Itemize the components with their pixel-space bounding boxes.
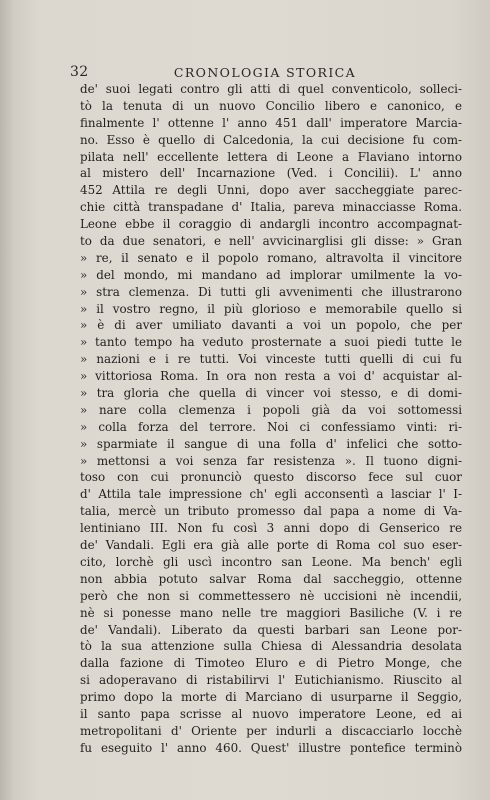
text-line: dalla fazione di Timoteo Eluro e di Pietro Monge, che <box>80 656 462 671</box>
text-line: » tanto tempo ha veduto prosternate a suoi piedi tutte le <box>80 335 462 350</box>
text-line: toso con cui pronunciò questo discorso fece sul cuor <box>80 470 462 485</box>
text-line: nè si ponesse mano nelle tre maggiori Basiliche (V. i re <box>80 605 462 620</box>
text-line: tò la sua attenzione sulla Chiesa di Alessandria desolata <box>80 639 462 654</box>
body-text <box>80 81 462 757</box>
text-line: » del mondo, mi mandano ad implorar umilmente la vo- <box>80 267 462 282</box>
text-line: de' Vandali. Egli era già alle porte di Roma col suo eser- <box>80 538 462 553</box>
text-line: chie città transpadane d' Italia, pareva minacciasse Roma. <box>80 200 462 215</box>
text-line: il santo papa scrisse al nuovo imperatore Leone, ed ai <box>80 706 462 721</box>
text-line: » vittoriosa Roma. In ora non resta a voi d' acquistar al- <box>80 369 462 384</box>
text-line: si adoperavano di ristabilirvi l' Eutichianismo. Riuscito al <box>80 673 462 688</box>
text-line: » il vostro regno, il più glorioso e memorabile quello si <box>80 301 462 316</box>
text-line: » stra clemenza. Di tutti gli avvenimenti che illustrarono <box>80 284 462 299</box>
text-line: de' suoi legati contro gli atti di quel conventicolo, solleci- <box>80 82 462 96</box>
text-line: » re, il senato e il popolo romano, altravolta il vincitore <box>80 250 462 265</box>
text-line: » sparmiate il sangue di una folla d' infelici che sotto- <box>80 436 462 451</box>
text-line: » nare colla clemenza i popoli già da voi sottomessi <box>80 402 462 417</box>
text-line: metropolitani d' Oriente per indurli a discacciarlo locchè <box>80 723 462 738</box>
text-line: » mettonsi a voi senza far resistenza ». Il tuono digni- <box>80 453 462 468</box>
text-line: » nazioni e i re tutti. Voi vinceste tutti quelli di cui fu <box>80 352 462 367</box>
text-line: però che non si commettessero nè uccisioni nè incendii, <box>80 588 462 603</box>
text-line: lentiniano III. Non fu così 3 anni dopo di Genserico re <box>80 521 462 536</box>
text-line: al mistero dell' Incarnazione (Ved. i Concilii). L' anno <box>80 166 462 181</box>
text-line: cito, lorchè gli uscì incontro san Leone. Ma bench' egli <box>80 554 462 569</box>
text-line: tò la tenuta di un nuovo Concilio libero e canonico, e <box>80 98 462 113</box>
text-line: » colla forza del terrore. Noi ci confessiamo vinti: ri- <box>80 419 462 434</box>
text-line: d' Attila tale impressione ch' egli acconsentì a lasciar l' I- <box>80 487 462 502</box>
text-line: non abbia potuto salvar Roma dal saccheggio, ottenne <box>80 571 462 586</box>
text-line: primo dopo la morte di Marciano di usurparne il Seggio, <box>80 690 462 705</box>
text-line: de' Vandali). Liberato da questi barbari san Leone por- <box>80 622 462 637</box>
text-line: 452 Attila re degli Unni, dopo aver saccheggiate parec- <box>80 183 462 198</box>
text-line: pilata nell' eccellente lettera di Leone a Flaviano intorno <box>80 149 462 164</box>
running-title: CRONOLOGIA STORICA <box>173 65 357 80</box>
text-line: » tra gloria che quella di vincer voi stesso, e di domi- <box>80 386 462 401</box>
text-line: no. Esso è quello di Calcedonia, la cui decisione fu com- <box>80 132 462 147</box>
text-line: Leone ebbe il coraggio di andargli incontro accompagnat- <box>80 217 462 232</box>
page-number: 32 <box>70 64 89 80</box>
text-line: to da due senatori, e nell' avvicinarglisi gli disse: » Gran <box>80 234 462 249</box>
text-line: finalmente l' ottenne l' anno 451 dall' imperatore Marcia- <box>80 115 462 130</box>
text-line: talia, mercè un tributo promesso dal papa a nome di Va- <box>80 504 462 519</box>
text-line: » è di aver umiliato davanti a voi un popolo, che per <box>80 318 462 333</box>
text-line: fu eseguito l' anno 460. Quest' illustre pontefice terminò <box>80 740 462 755</box>
